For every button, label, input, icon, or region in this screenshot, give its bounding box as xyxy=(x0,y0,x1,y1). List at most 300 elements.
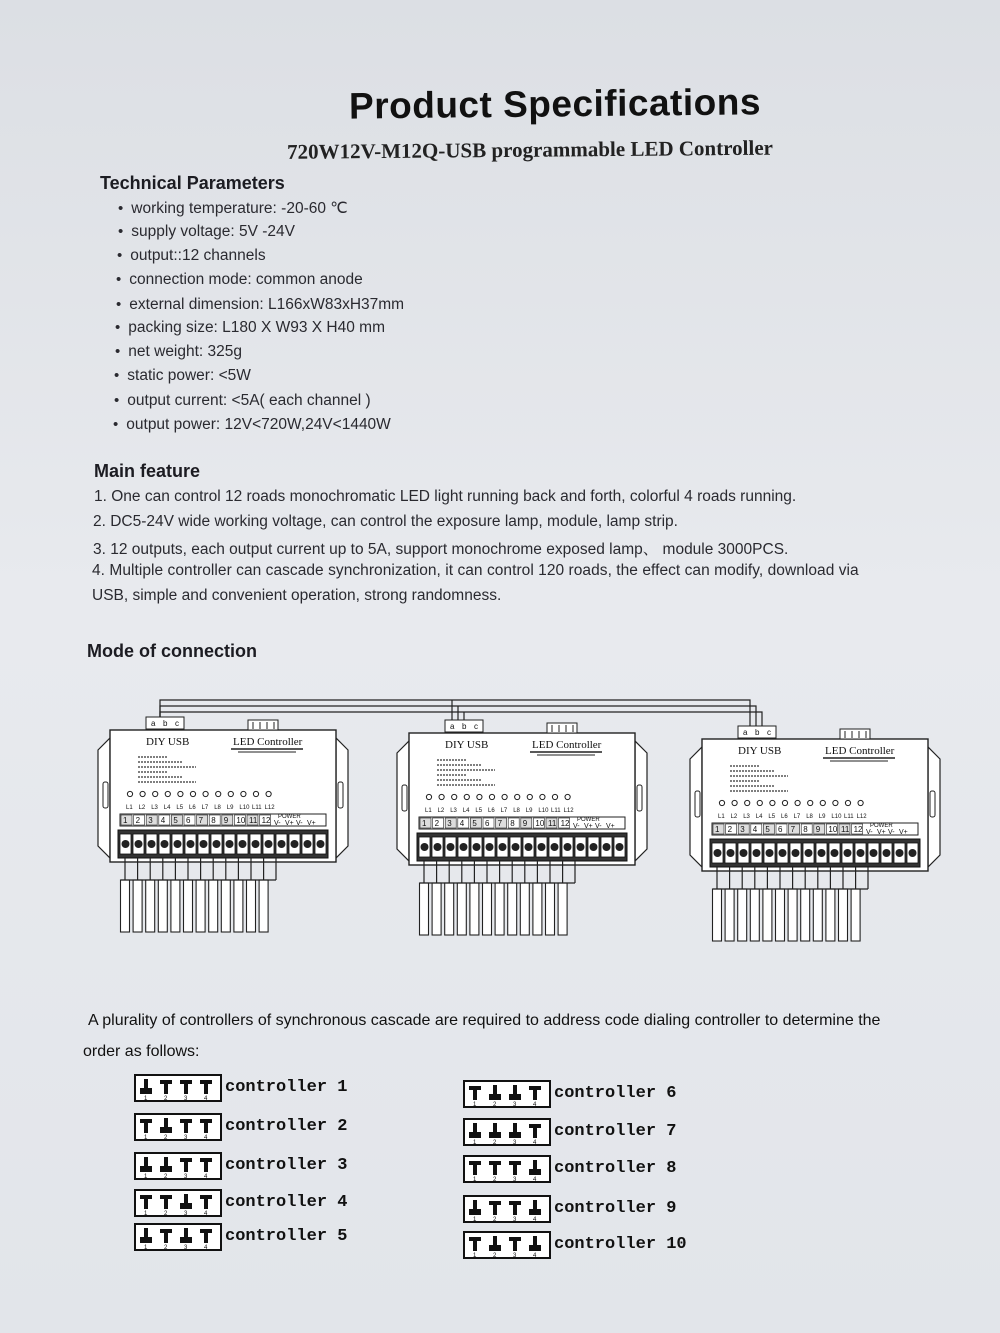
channel-led xyxy=(190,791,195,796)
power-label: POWER xyxy=(577,817,600,823)
led-strip xyxy=(851,889,860,941)
dip-switch-number: 4 xyxy=(533,1140,537,1146)
led-strip xyxy=(146,880,155,932)
screw-head xyxy=(831,849,839,857)
led-strip xyxy=(133,880,142,932)
screw-head xyxy=(740,849,748,857)
param-output-current: • output current: <5A( each channel ) xyxy=(114,392,371,410)
power-polarity-label: V+ xyxy=(606,823,615,830)
channel-led xyxy=(565,794,570,799)
channel-label: L7 xyxy=(500,808,508,814)
param-working-temperature: • working temperature: -20-60 ℃ xyxy=(118,199,348,218)
terminal-number: 7 xyxy=(198,816,204,825)
terminal-number: 9 xyxy=(522,819,528,828)
screw-head xyxy=(896,849,904,857)
dip-switch-number: 2 xyxy=(164,1245,168,1251)
terminal-number: 4 xyxy=(459,819,465,828)
screw-head xyxy=(291,840,299,848)
dip-switch-number: 1 xyxy=(473,1177,477,1183)
screw-head xyxy=(727,849,735,857)
channel-label: L8 xyxy=(214,805,221,811)
dip-switch-number: 2 xyxy=(493,1177,497,1183)
screw-head xyxy=(252,840,260,848)
terminal-number: 12 xyxy=(560,819,570,828)
power-polarity-label: V- xyxy=(296,820,303,827)
screw-head xyxy=(603,843,611,851)
dip-switch-number: 3 xyxy=(184,1135,188,1141)
channel-led xyxy=(540,794,545,799)
dip-switch-controller-3 xyxy=(134,1152,222,1180)
terminal-number: 4 xyxy=(160,816,166,825)
terminal-number: 11 xyxy=(249,816,258,825)
terminal-number: 8 xyxy=(803,825,808,834)
channel-led xyxy=(178,791,183,796)
dip-switch-number: 4 xyxy=(533,1217,537,1223)
channel-led xyxy=(426,794,431,799)
led-strip xyxy=(558,883,567,935)
channel-label: L12 xyxy=(563,808,574,814)
param-static-power: • static power: <5W xyxy=(114,367,251,385)
screw-head xyxy=(805,849,813,857)
channel-led xyxy=(782,800,787,805)
dip-switch-number: 3 xyxy=(184,1096,188,1102)
terminal-number: 2 xyxy=(727,825,733,834)
dip-switch-number: 1 xyxy=(144,1245,148,1251)
controller-label-6: controller 6 xyxy=(554,1084,677,1103)
feature-item-3: 3. 12 outputs, each output current up to 5A, support monochrome exposed lamp、 module 3000PCS. xyxy=(93,541,789,558)
screw-head xyxy=(564,843,572,851)
led-strip xyxy=(234,880,243,932)
led-strip xyxy=(259,880,268,932)
power-polarity-label: V+ xyxy=(899,829,908,836)
channel-led xyxy=(266,791,271,796)
controller-label-3: controller 3 xyxy=(225,1156,348,1175)
channel-label: L7 xyxy=(793,814,801,820)
dip-switch-number: 1 xyxy=(144,1211,148,1217)
dip-switch-number: 4 xyxy=(533,1102,537,1108)
led-strip xyxy=(750,889,759,941)
channel-label: L6 xyxy=(781,814,788,820)
channel-led xyxy=(489,794,494,799)
dip-switch-number: 3 xyxy=(184,1211,188,1217)
terminal-number: 10 xyxy=(236,816,246,825)
dip-switch-number: 3 xyxy=(184,1245,188,1251)
channel-led xyxy=(770,800,775,805)
screw-head xyxy=(616,843,624,851)
channel-led xyxy=(439,794,444,799)
terminal-number: 2 xyxy=(434,819,440,828)
led-strip xyxy=(520,883,529,935)
main-feature-heading: Main feature xyxy=(94,461,201,481)
dip-switch-controller-10 xyxy=(463,1231,551,1259)
abc-port-label: b xyxy=(755,728,760,737)
terminal-number: 12 xyxy=(261,816,271,825)
led-strip xyxy=(483,883,492,935)
abc-port-label: c xyxy=(474,722,478,731)
screw-head xyxy=(525,843,533,851)
channel-label: L2 xyxy=(437,808,445,814)
screw-head xyxy=(460,843,468,851)
led-strip xyxy=(508,883,517,935)
dip-switch-number: 3 xyxy=(513,1102,517,1108)
led-strip xyxy=(470,883,479,935)
abc-port-label: b xyxy=(462,722,467,731)
channel-label: L9 xyxy=(226,805,234,811)
led-strip xyxy=(839,889,848,941)
channel-led xyxy=(165,791,170,796)
screw-head xyxy=(304,840,312,848)
abc-port-label: c xyxy=(767,728,771,737)
screw-head xyxy=(577,843,585,851)
led-strip xyxy=(445,883,454,935)
led-strip xyxy=(713,889,722,941)
dip-switch-number: 4 xyxy=(204,1135,208,1141)
power-polarity-label: V- xyxy=(595,823,602,830)
channel-label: L8 xyxy=(513,808,520,814)
dip-switch-number: 4 xyxy=(204,1211,208,1217)
led-strip xyxy=(788,889,797,941)
led-strip xyxy=(495,883,504,935)
terminal-number: 10 xyxy=(828,825,838,834)
channel-led xyxy=(228,791,233,796)
led-strip xyxy=(432,883,441,935)
dip-switch-number: 3 xyxy=(513,1253,517,1259)
dip-switch-number: 2 xyxy=(164,1096,168,1102)
channel-led xyxy=(527,794,532,799)
terminal-number: 6 xyxy=(485,819,490,828)
screw-head xyxy=(122,840,130,848)
screw-head xyxy=(161,840,169,848)
screw-head xyxy=(512,843,520,851)
abc-port-label: a xyxy=(450,722,455,731)
channel-led xyxy=(795,800,800,805)
mode-of-connection-heading: Mode of connection xyxy=(87,641,257,661)
led-controller-label: LED Controller xyxy=(532,739,602,751)
led-strip xyxy=(420,883,429,935)
abc-port-label: c xyxy=(175,719,179,728)
dip-switch-number: 4 xyxy=(533,1253,537,1259)
channel-label: L10 xyxy=(831,814,842,820)
terminal-number: 12 xyxy=(853,825,863,834)
screw-head xyxy=(909,849,917,857)
dip-switch-number: 1 xyxy=(473,1253,477,1259)
channel-led xyxy=(452,794,457,799)
power-polarity-label: V- xyxy=(573,823,580,830)
param-output-power: • output power: 12V<720W,24V<1440W xyxy=(113,416,391,434)
dip-switch-number: 4 xyxy=(533,1177,537,1183)
abc-port-label: b xyxy=(163,719,168,728)
abc-port-label: a xyxy=(743,728,748,737)
terminal-number: 3 xyxy=(148,816,153,825)
screw-head xyxy=(317,840,325,848)
terminal-number: 11 xyxy=(841,825,850,834)
channel-label: L3 xyxy=(450,808,457,814)
screw-head xyxy=(421,843,429,851)
led-strip xyxy=(776,889,785,941)
channel-label: L1 xyxy=(425,808,432,814)
power-polarity-label: V+ xyxy=(877,829,886,836)
terminal-number: 5 xyxy=(765,825,770,834)
led-strip xyxy=(221,880,230,932)
dip-switch-controller-2 xyxy=(134,1113,222,1141)
diy-usb-label: DIY USB xyxy=(738,745,782,757)
connection-diagram xyxy=(0,690,1000,980)
channel-led xyxy=(719,800,724,805)
power-polarity-label: V+ xyxy=(285,820,294,827)
screw-head xyxy=(148,840,156,848)
dip-switch-number: 1 xyxy=(473,1140,477,1146)
terminal-number: 11 xyxy=(548,819,557,828)
channel-led xyxy=(552,794,557,799)
channel-label: L3 xyxy=(743,814,750,820)
controller-label-5: controller 5 xyxy=(225,1227,348,1246)
feature-item-2: 2. DC5-24V wide working voltage, can control the exposure lamp, module, lamp strip. xyxy=(93,513,678,530)
terminal-number: 2 xyxy=(135,816,141,825)
led-strip xyxy=(813,889,822,941)
dip-switch-number: 3 xyxy=(184,1174,188,1180)
param-net-weight: • net weight: 325g xyxy=(115,343,242,361)
terminal-number: 1 xyxy=(123,816,128,825)
power-polarity-label: V- xyxy=(274,820,281,827)
controller-label-7: controller 7 xyxy=(554,1122,677,1141)
led-strip xyxy=(196,880,205,932)
channel-led xyxy=(477,794,482,799)
channel-led xyxy=(833,800,838,805)
terminal-number: 3 xyxy=(740,825,745,834)
dip-switch-controller-4 xyxy=(134,1189,222,1217)
screw-head xyxy=(174,840,182,848)
channel-label: L9 xyxy=(818,814,826,820)
screw-head xyxy=(200,840,208,848)
screw-head xyxy=(187,840,195,848)
screw-head xyxy=(857,849,865,857)
dip-switch-number: 2 xyxy=(493,1253,497,1259)
controller-device-2 xyxy=(397,720,647,935)
screw-head xyxy=(473,843,481,851)
param-output-channels: • output::12 channels xyxy=(117,247,266,265)
controller-label-1: controller 1 xyxy=(225,1078,348,1097)
channel-label: L12 xyxy=(856,814,867,820)
screw-head xyxy=(779,849,787,857)
screw-head xyxy=(135,840,143,848)
screw-head xyxy=(818,849,826,857)
led-strip xyxy=(763,889,772,941)
technical-parameters-heading: Technical Parameters xyxy=(100,173,285,193)
led-strip xyxy=(247,880,256,932)
channel-label: L5 xyxy=(475,808,483,814)
screw-head xyxy=(265,840,273,848)
terminal-number: 6 xyxy=(778,825,783,834)
controller-label-9: controller 9 xyxy=(554,1199,677,1218)
led-strip xyxy=(738,889,747,941)
channel-led xyxy=(502,794,507,799)
terminal-number: 5 xyxy=(173,816,178,825)
screw-head xyxy=(278,840,286,848)
screw-head xyxy=(792,849,800,857)
led-strip xyxy=(171,880,180,932)
channel-label: L10 xyxy=(239,805,250,811)
diy-usb-label: DIY USB xyxy=(445,739,489,751)
channel-label: L2 xyxy=(730,814,738,820)
channel-led xyxy=(858,800,863,805)
channel-label: L6 xyxy=(189,805,196,811)
dip-switch-number: 1 xyxy=(473,1217,477,1223)
dip-switch-controller-5 xyxy=(134,1223,222,1251)
screw-head xyxy=(753,849,761,857)
screw-head xyxy=(844,849,852,857)
dip-switch-number: 3 xyxy=(513,1217,517,1223)
dip-switch-number: 1 xyxy=(473,1102,477,1108)
screw-head xyxy=(434,843,442,851)
led-strip xyxy=(826,889,835,941)
diy-usb-label: DIY USB xyxy=(146,736,190,748)
terminal-number: 8 xyxy=(211,816,216,825)
abc-port-label: a xyxy=(151,719,156,728)
led-controller-label: LED Controller xyxy=(825,745,895,757)
controller-label-4: controller 4 xyxy=(225,1193,348,1212)
led-strip xyxy=(121,880,130,932)
cascade-description: A plurality of controllers of synchronous cascade are required to address code dialing controller to determine the xyxy=(88,1012,881,1029)
dip-switch-number: 1 xyxy=(144,1135,148,1141)
channel-led xyxy=(732,800,737,805)
screw-head xyxy=(447,843,455,851)
terminal-number: 4 xyxy=(752,825,758,834)
led-strip xyxy=(158,880,167,932)
channel-label: L11 xyxy=(551,808,561,814)
channel-led xyxy=(241,791,246,796)
controller-device-1 xyxy=(98,717,348,932)
terminal-number: 8 xyxy=(510,819,515,828)
param-packing-size: • packing size: L180 X W93 X H40 mm xyxy=(115,319,385,337)
controller-label-10: controller 10 xyxy=(554,1235,687,1254)
screw-head xyxy=(213,840,221,848)
terminal-number: 6 xyxy=(186,816,191,825)
channel-label: L3 xyxy=(151,805,158,811)
channel-label: L2 xyxy=(138,805,146,811)
dip-switch-number: 4 xyxy=(204,1096,208,1102)
screw-head xyxy=(551,843,559,851)
channel-label: L7 xyxy=(201,805,209,811)
channel-label: L1 xyxy=(126,805,133,811)
feature-item-4: 4. Multiple controller can cascade synchronization, it can control 120 roads, the effect can modify, download via xyxy=(92,562,859,579)
screw-head xyxy=(486,843,494,851)
channel-led xyxy=(253,791,258,796)
dip-switch-number: 1 xyxy=(144,1096,148,1102)
param-connection-mode: • connection mode: common anode xyxy=(116,271,363,289)
channel-led xyxy=(820,800,825,805)
controller-label-8: controller 8 xyxy=(554,1159,677,1178)
led-strip xyxy=(725,889,734,941)
channel-label: L5 xyxy=(176,805,184,811)
channel-led xyxy=(745,800,750,805)
led-strip xyxy=(209,880,218,932)
dip-switch-number: 2 xyxy=(493,1102,497,1108)
feature-item-4-continued: USB, simple and convenient operation, strong randomness. xyxy=(92,587,502,604)
terminal-number: 9 xyxy=(815,825,821,834)
led-controller-label: LED Controller xyxy=(233,736,303,748)
product-subtitle: 720W12V-M12Q-USB programmable LED Controller xyxy=(286,135,774,164)
channel-label: L10 xyxy=(538,808,549,814)
led-strip xyxy=(184,880,193,932)
cascade-description-continued: order as follows: xyxy=(83,1043,200,1060)
channel-label: L4 xyxy=(755,814,763,820)
channel-led xyxy=(203,791,208,796)
terminal-number: 1 xyxy=(422,819,427,828)
dip-switch-controller-8 xyxy=(463,1155,551,1183)
led-strip xyxy=(533,883,542,935)
channel-led xyxy=(515,794,520,799)
dip-switch-controller-9 xyxy=(463,1195,551,1223)
led-strip xyxy=(546,883,555,935)
dip-switch-number: 3 xyxy=(513,1140,517,1146)
dip-switch-number: 2 xyxy=(164,1135,168,1141)
power-polarity-label: V+ xyxy=(584,823,593,830)
power-label: POWER xyxy=(278,814,301,820)
channel-led xyxy=(153,791,158,796)
controller-device-3 xyxy=(690,726,940,941)
param-supply-voltage: • supply voltage: 5V -24V xyxy=(118,223,295,241)
channel-label: L11 xyxy=(844,814,854,820)
channel-led xyxy=(127,791,132,796)
screw-head xyxy=(226,840,234,848)
dip-switch-controller-6 xyxy=(463,1080,551,1108)
dip-switch-controller-1 xyxy=(134,1074,222,1102)
dip-switch-number: 2 xyxy=(164,1174,168,1180)
channel-label: L9 xyxy=(525,808,533,814)
param-external-dimension: • external dimension: L166xW83xH37mm xyxy=(116,296,404,314)
terminal-number: 7 xyxy=(790,825,796,834)
screw-head xyxy=(883,849,891,857)
screw-head xyxy=(870,849,878,857)
screw-head xyxy=(766,849,774,857)
terminal-number: 1 xyxy=(715,825,720,834)
screw-head xyxy=(538,843,546,851)
dip-switch-number: 4 xyxy=(204,1174,208,1180)
channel-led xyxy=(845,800,850,805)
terminal-number: 7 xyxy=(497,819,503,828)
terminal-number: 9 xyxy=(223,816,229,825)
controller-label-2: controller 2 xyxy=(225,1117,348,1136)
screw-head xyxy=(499,843,507,851)
channel-led xyxy=(464,794,469,799)
feature-item-1: 1. One can control 12 roads monochromatic LED light running back and forth, colorful 4 roads running. xyxy=(94,488,797,505)
channel-label: L12 xyxy=(264,805,275,811)
channel-label: L1 xyxy=(718,814,725,820)
channel-label: L8 xyxy=(806,814,813,820)
dip-switch-number: 2 xyxy=(493,1217,497,1223)
channel-led xyxy=(216,791,221,796)
dip-switch-controller-7 xyxy=(463,1118,551,1146)
dip-switch-number: 3 xyxy=(513,1177,517,1183)
terminal-number: 5 xyxy=(472,819,477,828)
channel-led xyxy=(140,791,145,796)
channel-label: L6 xyxy=(488,808,495,814)
power-polarity-label: V- xyxy=(888,829,895,836)
channel-label: L5 xyxy=(768,814,776,820)
power-polarity-label: V- xyxy=(866,829,873,836)
channel-label: L4 xyxy=(163,805,171,811)
channel-led xyxy=(757,800,762,805)
channel-label: L4 xyxy=(462,808,470,814)
channel-led xyxy=(808,800,813,805)
terminal-number: 10 xyxy=(535,819,545,828)
led-strip xyxy=(457,883,466,935)
dip-switch-number: 2 xyxy=(164,1211,168,1217)
dip-switch-number: 1 xyxy=(144,1174,148,1180)
led-strip xyxy=(801,889,810,941)
dip-switch-number: 2 xyxy=(493,1140,497,1146)
screw-head xyxy=(590,843,598,851)
